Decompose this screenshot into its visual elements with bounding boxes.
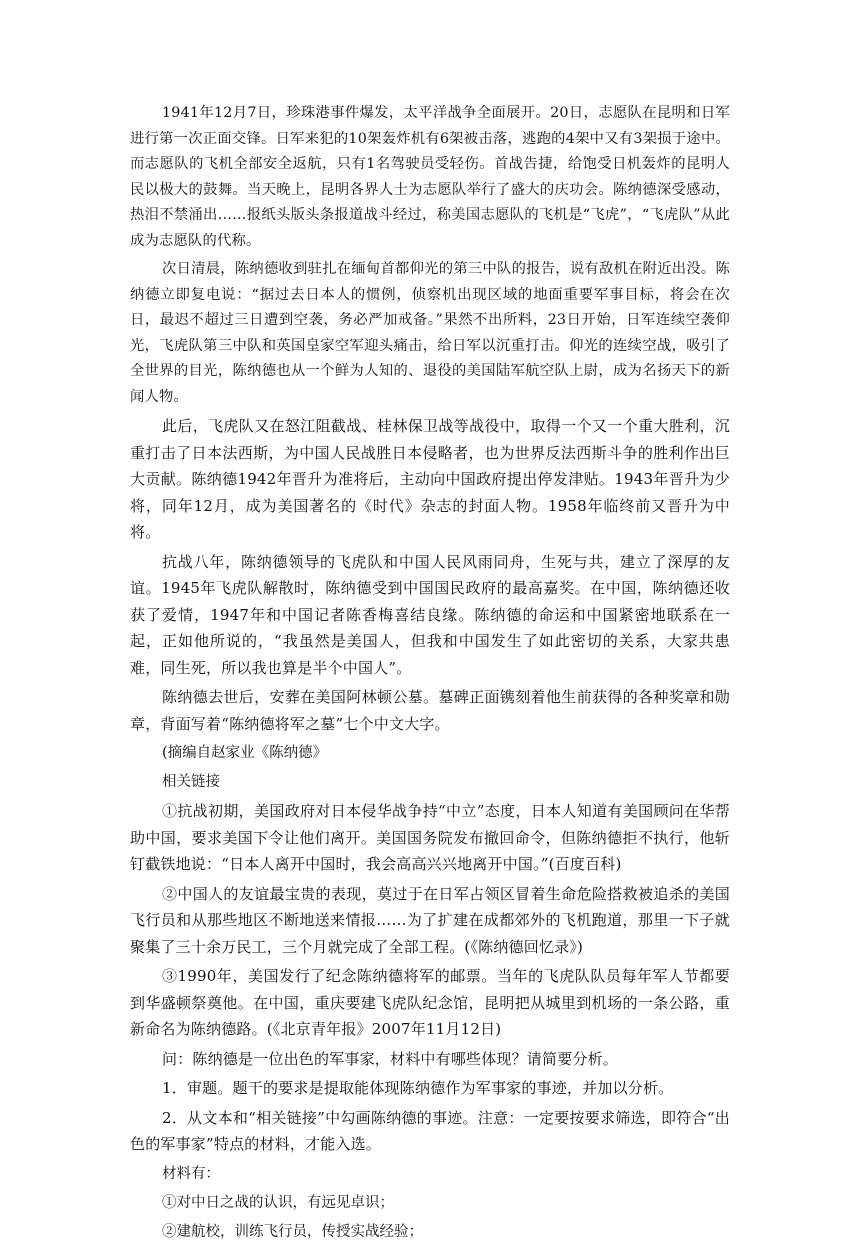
paragraph-burial: 陈纳德去世后，安葬在美国阿林顿公墓。墓碑正面镌刻着他生前获得的各种奖章和勋章，背面写着“陈纳德将军之墓”七个中文大字。 — [130, 688, 730, 733]
related-link-3: ③1990年，美国发行了纪念陈纳德将军的邮票。当年的飞虎队队员每年军人节都要到华盛顿祭奠他。在中国，重庆要建飞虎队纪念馆，昆明把从城里到机场的一条公路，重新命名为陈纳德路。(《北京青年报》2007年11月12日) — [130, 967, 730, 1038]
step-2: 2．从文本和“相关链接”中勾画陈纳德的事迹。注意：一定要按要求筛选，即符合“出色的军事家”特点的材料，才能入选。 — [130, 1108, 730, 1153]
paragraph-yangon-air-battle: 次日清晨，陈纳德收到驻扎在缅甸首都仰光的第三中队的报告，说有敌机在附近出没。陈纳德立即复电说：“据过去日本人的惯例，侦察机出现区域的地面重要军事目标，将会在次日，最迟不超过三日遭到空袭，务必严加戒备。”果然不出所料，23日开始，日军连续空袭仰光，飞虎队第三中队和英国皇家空军迎头痛击，给日军以沉重打击。仰光的连续空战，吸引了全世界的目光，陈纳德也从一个鲜为人知的、退役的美国陆军航空队上尉，成为名扬天下的新闻人物。 — [130, 261, 730, 405]
source-note: (摘编自赵家业《陈纳德》 — [162, 745, 328, 761]
paragraph-later-victories: 此后，飞虎队又在怒江阻截战、桂林保卫战等战役中，取得一个又一个重大胜利，沉重打击了日本法西斯，为中国人民战胜日本侵略者，也为世界反法西斯斗争的胜利作出巨大贡献。陈纳德1942年晋升为准将后，主动向中国政府提出停发津贴。1943年晋升为少将，同年12月，成为美国著名的《时代》杂志的封面人物。1958年临终前又晋升为中将。 — [130, 417, 730, 541]
related-link-1: ①抗战初期，美国政府对日本侵华战争持“中立”态度，日本人知道有美国顾问在华帮助中国，要求美国下令让他们离开。美国国务院发布撤回命令，但陈纳德拒不执行，他斩钉截铁地说：“日本人离开中国时，我会高高兴兴地离开中国。”(百度百科) — [130, 802, 730, 873]
question: 问：陈纳德是一位出色的军事家，材料中有哪些体现？请简要分析。 — [162, 1049, 619, 1068]
document-page — [130, 0, 730, 1248]
material-item-1: ①对中日之战的认识，有远见卓识； — [162, 1194, 394, 1211]
related-link-2: ②中国人的友谊最宝贵的表现，莫过于在日军占领区冒着生命危险搭救被追杀的美国飞行员和从那些地区不断地送来情报……为了扩建在成都郊外的飞机跑道，那里一下子就聚集了三十余万民工，三个月就完成了全部工程。(《陈纳德回忆录》) — [130, 884, 730, 956]
step-1: 1．审题。题干的要求是提取能体现陈纳德作为军事家的事迹，并加以分析。 — [162, 1079, 674, 1097]
paragraph-pearl-harbor: 1941年12月7日，珍珠港事件爆发，太平洋战争全面展开。20日，志愿队在昆明和日军进行第一次正面交锋。日军来犯的10架轰炸机有6架被击落，逃跑的4架中又有3架损于途中。而志愿队的飞机全部安全返航，只有1名驾驶员受轻伤。首战告捷，给饱受日机轰炸的昆明人民以极大的鼓舞。当天晚上，昆明各界人士为志愿队举行了盛大的庆功会。陈纳德深受感动，热泪不禁涌出……报纸头版头条报道战斗经过，称美国志愿队的飞机是“飞虎”，“飞虎队”从此成为志愿队的代称。 — [130, 105, 730, 249]
related-links-heading: 相关链接 — [162, 774, 220, 790]
materials-heading: 材料有： — [162, 1165, 220, 1182]
paragraph-friendship: 抗战八年，陈纳德领导的飞虎队和中国人民风雨同舟，生死与共，建立了深厚的友谊。1945年飞虎队解散时，陈纳德受到中国国民政府的最高嘉奖。在中国，陈纳德还收获了爱情，1947年和中国记者陈香梅喜结良缘。陈纳德的命运和中国紧密地联系在一起，正如他所说的，“我虽然是美国人，但我和中国发生了如此密切的关系，大家共患难，同生死，所以我也算是半个中国人”。 — [130, 552, 730, 677]
material-item-2: ②建航校，训练飞行员，传授实战经验； — [162, 1223, 423, 1240]
